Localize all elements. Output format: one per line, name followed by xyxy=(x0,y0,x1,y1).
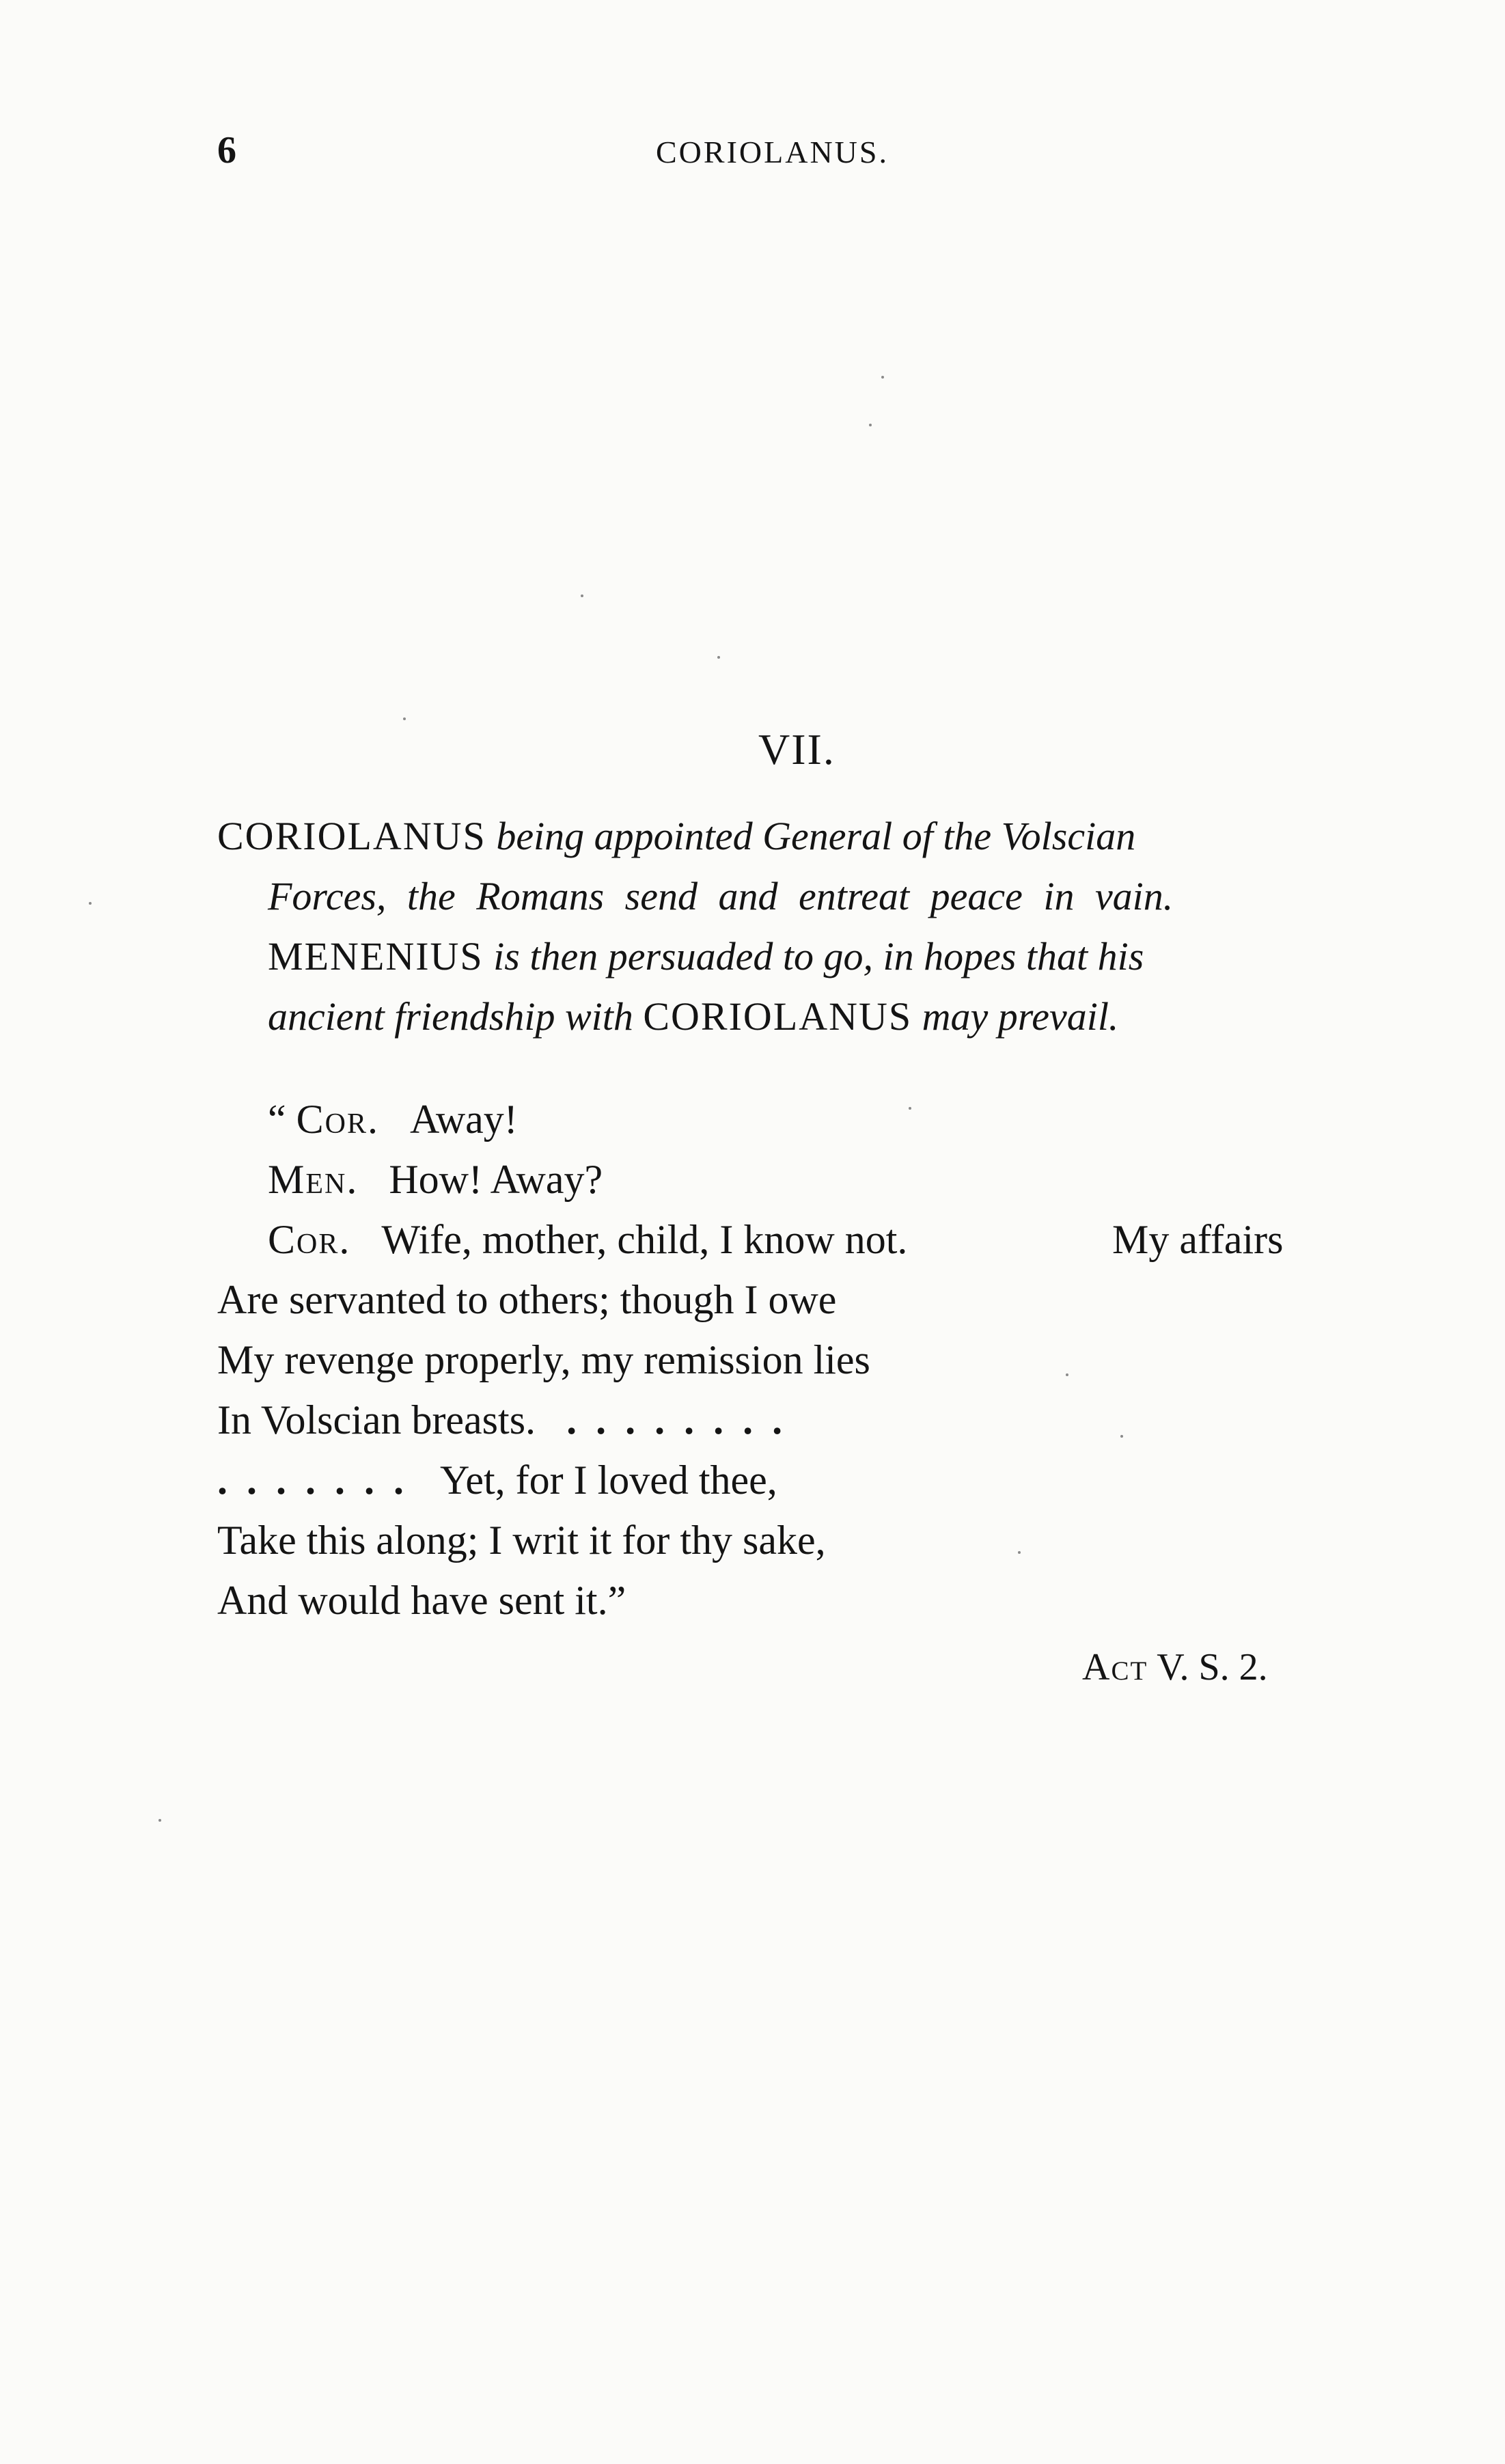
argument-text: is then persuaded to go, in hopes that his xyxy=(493,934,1144,978)
character-name: CORIOLANUS xyxy=(217,814,486,858)
character-name: MENENIUS xyxy=(268,934,484,978)
verse-line-3-continued: My affairs xyxy=(1112,1217,1284,1262)
argument-line-2 xyxy=(268,866,1173,927)
verse-line-5: My revenge properly, my remission lies xyxy=(217,1337,870,1382)
open-quote: “ xyxy=(268,1097,286,1142)
speech-text: How! Away? xyxy=(389,1157,603,1202)
citation-scene: V. S. 2. xyxy=(1157,1646,1268,1688)
verse-line-9: And would have sent it.” xyxy=(217,1578,626,1623)
speech-text: In Volscian breasts. xyxy=(217,1397,536,1442)
section-number: VII. xyxy=(758,725,836,774)
verse-line-4: Are servanted to others; though I owe xyxy=(217,1277,837,1322)
page-number: 6 xyxy=(217,129,236,172)
speech-text: Away! xyxy=(410,1097,518,1142)
argument-line-3 xyxy=(268,927,1144,987)
verse-line-3 xyxy=(268,1216,907,1263)
verse-line-2 xyxy=(268,1156,603,1203)
argument-text: ancient friendship with xyxy=(268,994,633,1039)
citation-act: Act xyxy=(1082,1646,1148,1688)
verse-line-7 xyxy=(217,1457,777,1504)
argument-text: may prevail. xyxy=(922,994,1119,1039)
argument-line-4 xyxy=(268,987,1118,1047)
verse-line-6 xyxy=(217,1397,801,1444)
act-scene-citation xyxy=(1082,1645,1268,1689)
argument-line-1 xyxy=(217,806,1135,866)
character-name: CORIOLANUS xyxy=(643,994,913,1039)
speaker-cor: Cor. xyxy=(268,1217,351,1262)
speech-text: Yet, for I loved thee, xyxy=(440,1457,777,1503)
verse-line-1 xyxy=(268,1096,518,1143)
verse-line-8: Take this along; I writ it for thy sake, xyxy=(217,1518,826,1563)
ellipsis-dots: ........ xyxy=(566,1397,802,1442)
speech-text: Wife, mother, child, I know not. xyxy=(381,1217,908,1262)
ellipsis-dots: ....... xyxy=(217,1457,423,1503)
running-title: CORIOLANUS. xyxy=(656,135,889,169)
speaker-cor: Cor. xyxy=(296,1097,380,1142)
argument-text: being appointed General of the Volscian xyxy=(496,814,1136,858)
speaker-men: Men. xyxy=(268,1157,359,1202)
argument-text: Forces, the Romans send and entreat peace in vain. xyxy=(268,874,1174,918)
